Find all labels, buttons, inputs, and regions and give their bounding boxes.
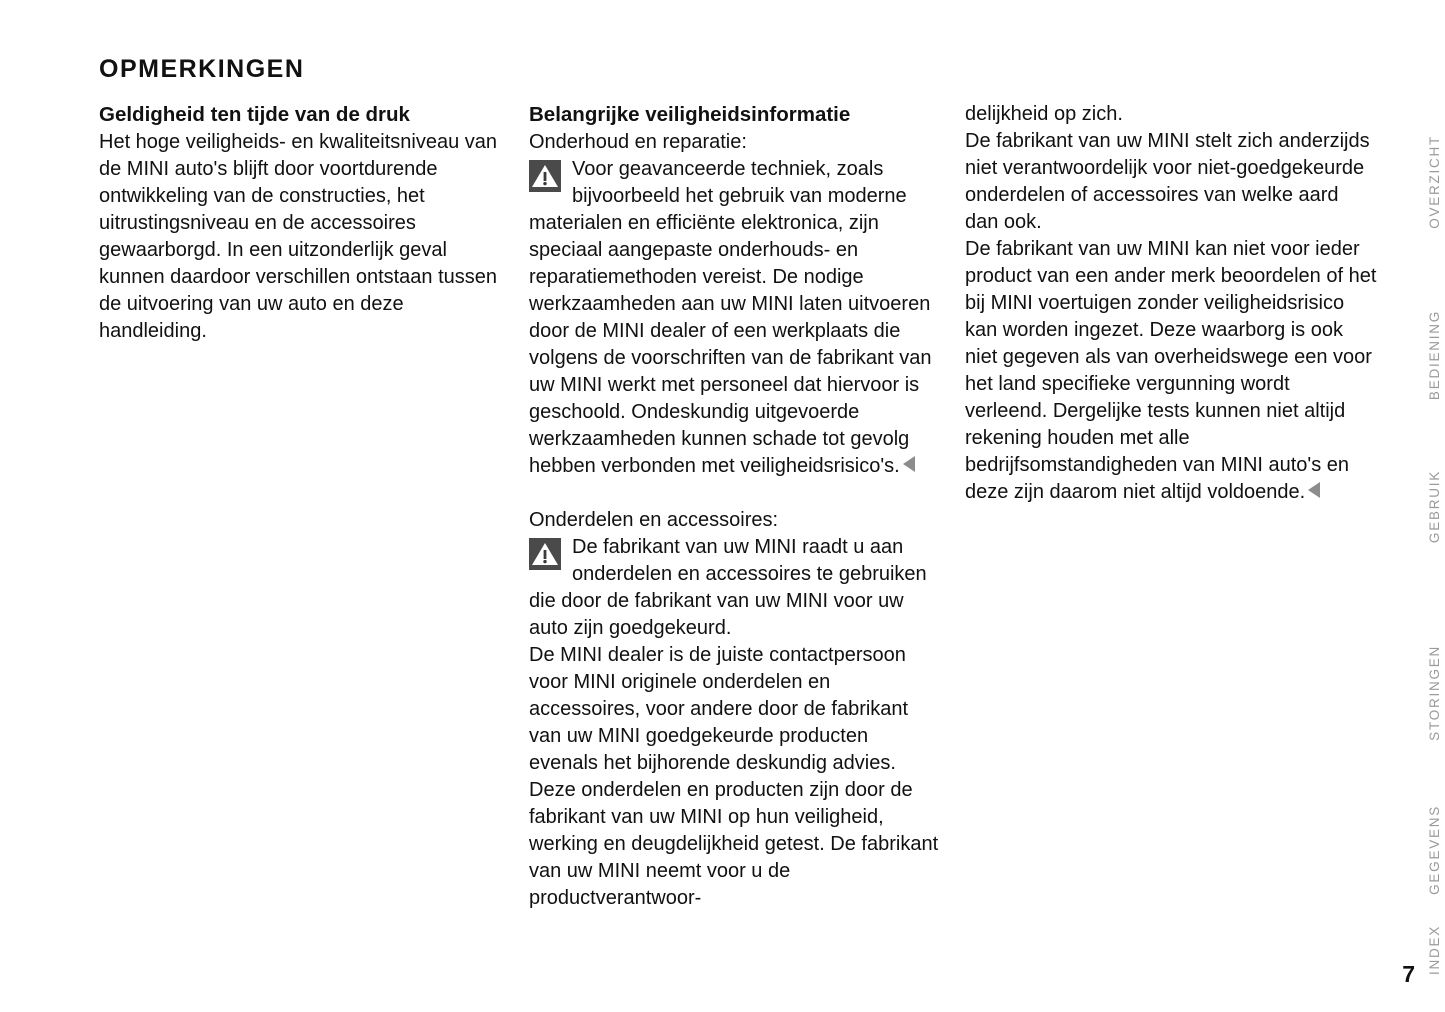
- section-heading-validity: Geldigheid ten tijde van de druk: [99, 103, 410, 126]
- third-party-products-text: De fabrikant van uw MINI kan niet voor ieder product van een ander merk beoordelen of het bij MINI voertuigen zonder veiligheidsrisico kan worden ingezet. Deze waarborg is ook niet gegeven als van overheidswege een voor het land specifieke vergunning wordt verleend. Dergelijke tests kunnen niet altijd rekening houden met alle bedrijfsomstandigheden van MINI auto's en deze zijn daarom niet altijd voldoende.: [965, 238, 1377, 503]
- subheading-parts-accessories: Onderdelen en accessoires:: [529, 509, 779, 531]
- paragraph-warning-maintenance: [529, 156, 941, 480]
- sidebar-tab-gegevens[interactable]: GEGEVENS: [1427, 805, 1442, 895]
- page-number: 7: [1402, 961, 1415, 987]
- end-of-section-marker: [903, 456, 915, 472]
- warning-maintenance-text: Voor geavanceerde techniek, zoals bijvoorbeeld het gebruik van moderne materialen en efficiënte elektronica, zijn speciaal aangepaste onderhouds- en reparatiemethoden vereist. De nodige werkzaamheden aan uw MINI laten uitvoeren door de MINI dealer of een werkplaats die volgens de voorschriften van de fabrikant van uw MINI werkt met personeel dat hiervoor is geschoold. Ondeskundig uitgevoerde werkzaamheden kunnen schade tot gevolg hebben verbonden met veiligheidsrisico's.: [529, 158, 932, 477]
- section-tabs-sidebar: [1370, 0, 1445, 1012]
- sidebar-tab-storingen[interactable]: STORINGEN: [1427, 645, 1442, 741]
- sidebar-tab-gebruik[interactable]: GEBRUIK: [1427, 470, 1442, 544]
- sidebar-tab-overzicht[interactable]: OVERZICHT: [1427, 135, 1442, 229]
- sidebar-tab-index[interactable]: INDEX: [1427, 925, 1442, 976]
- paragraph-dealer-contact: De MINI dealer is de juiste contactpersoon voor MINI originele onderdelen en accessoires, voor andere door de fabrikant van uw MINI goedgekeurde producten evenals het bijhorende deskundig advies. Deze onderdelen en producten zijn door de fabrikant van uw MINI op hun veiligheid, werking en deugdelijkheid getest. De fabrikant van uw MINI neemt voor u de productverantwoor-: [529, 644, 939, 909]
- warning-triangle-icon: [529, 160, 561, 192]
- paragraph-warning-parts: De fabrikant van uw MINI raadt u aan onderdelen en accessoires te gebruiken die door de fabrikant van uw MINI voor uw auto zijn goedgekeurd.: [529, 536, 927, 639]
- end-of-section-marker: [1308, 482, 1320, 498]
- content-columns: [99, 101, 1377, 912]
- subheading-maintenance-repair: Onderhoud en reparatie:: [529, 131, 747, 153]
- warning-block-parts: [529, 534, 941, 642]
- column-right: [965, 101, 1377, 912]
- paragraph-validity: Het hoge veiligheids- en kwaliteitsniveau van de MINI auto's blijft door voortdurende ontwikkeling van de constructies, het uitrustingsniveau en de accessoires gewaarborgd. In een uitzonderlijk geval kunnen daardoor verschillen ontstaan tussen de uitvoering van uw auto en deze handleiding.: [99, 131, 498, 342]
- warning-triangle-icon: [529, 538, 561, 570]
- paragraph-liability-continued: delijkheid op zich.: [965, 103, 1123, 125]
- column-middle: [529, 101, 941, 912]
- paragraph-third-party-products: [965, 236, 1377, 506]
- sidebar-tab-bediening[interactable]: BEDIENING: [1427, 310, 1442, 401]
- column-left: [99, 101, 505, 912]
- warning-block-maintenance: [529, 156, 941, 480]
- paragraph-non-approved-parts: De fabrikant van uw MINI stelt zich anderzijds niet verantwoordelijk voor niet-goedgekeurde onderdelen of accessoires van welke aard dan ook.: [965, 130, 1370, 233]
- section-heading-safety-info: Belangrijke veiligheidsinformatie: [529, 103, 851, 126]
- page-title: OPMERKINGEN: [99, 54, 305, 83]
